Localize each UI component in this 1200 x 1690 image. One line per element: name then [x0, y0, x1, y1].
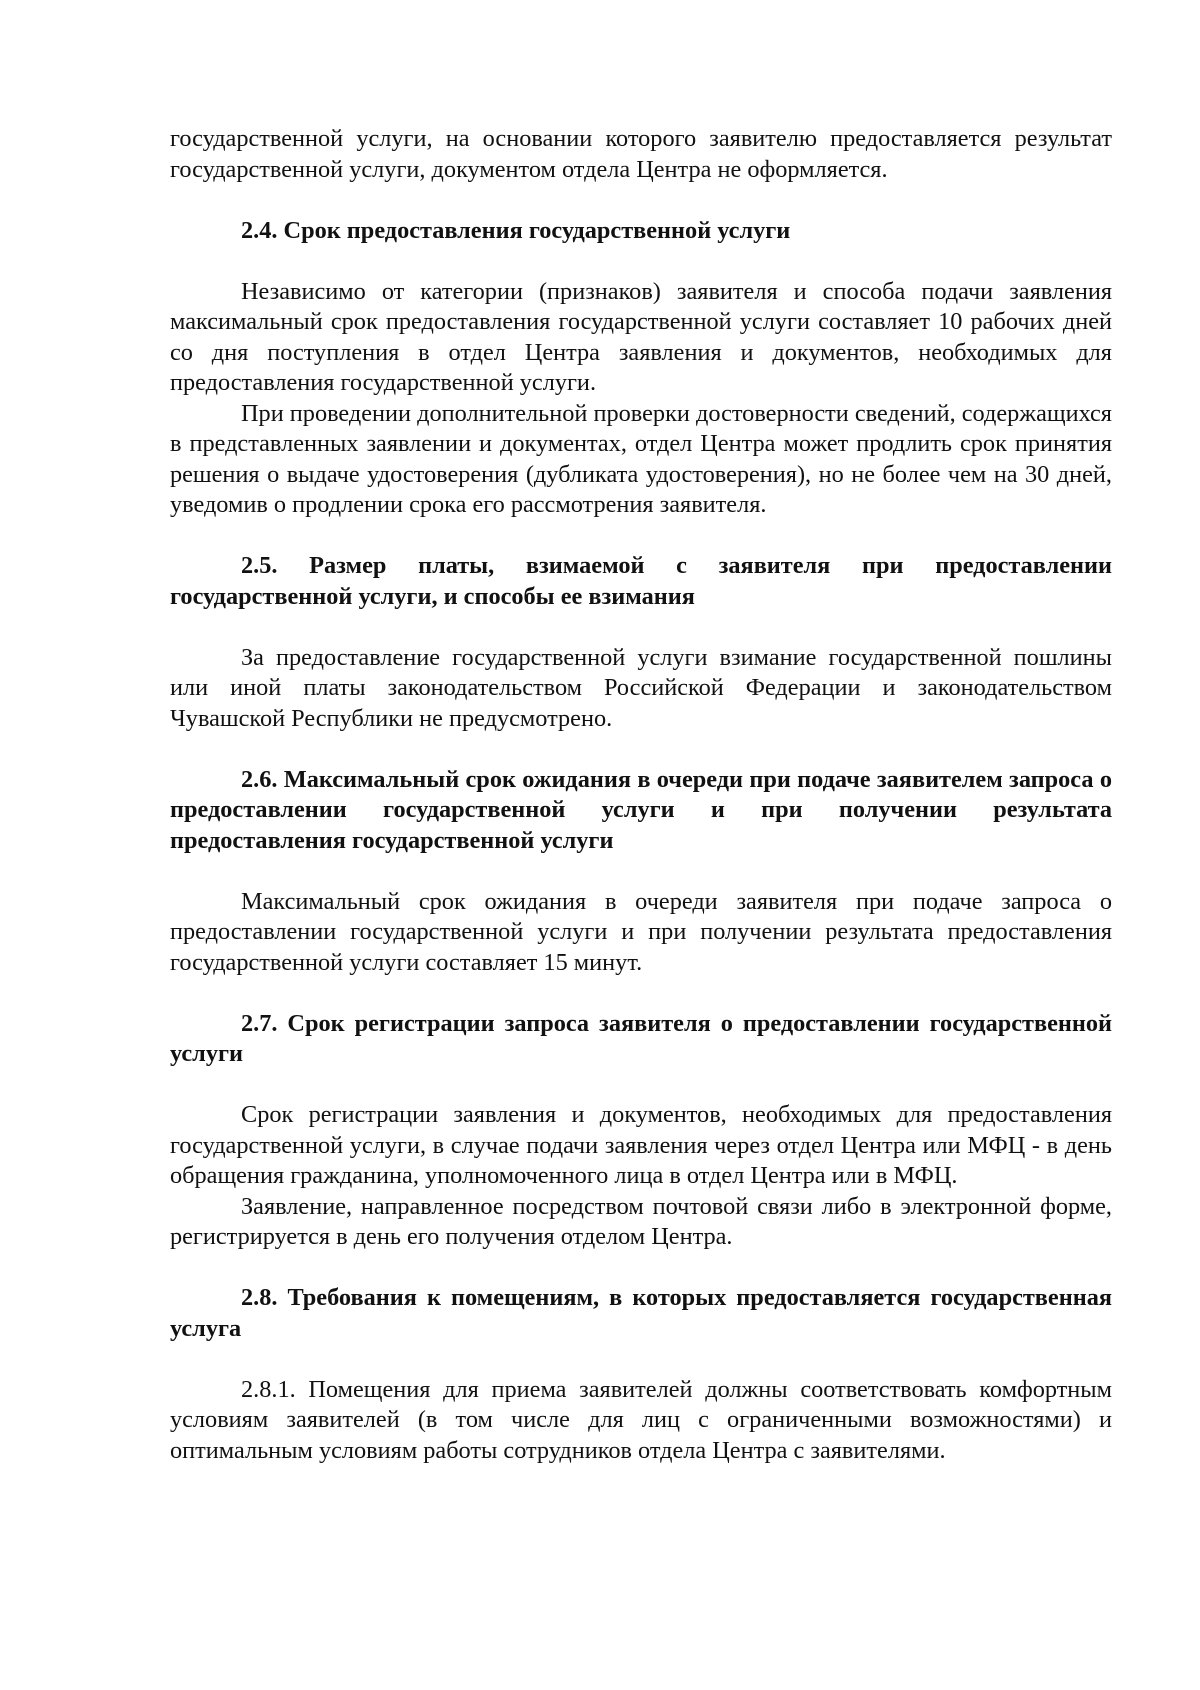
- paragraph-2-7-b: Заявление, направленное посредством почтовой связи либо в электронной форме, регистрируется в день его получения отделом Центра.: [170, 1192, 1112, 1250]
- paragraph-2-6: Максимальный срок ожидания в очереди заявителя при подаче запроса о предоставлении государственной услуги и при получении результата предоставления государственной услуги составляет 15 минут.: [170, 887, 1112, 976]
- paragraph-2-5: За предоставление государственной услуги взимание государственной пошлины или иной платы законодательством Российской Федерации и законодательством Чувашской Республики не предусмотрено.: [170, 643, 1112, 732]
- heading-2-6: 2.6. Максимальный срок ожидания в очереди при подаче заявителем запроса о предоставлении государственной услуги и при получении результата предоставления государственной услуги: [170, 765, 1112, 854]
- paragraph-2-7-a: Срок регистрации заявления и документов, необходимых для предоставления государственной услуги, в случае подачи заявления через отдел Центра или МФЦ - в день обращения гражданина, уполномоченного лица в отдел Центра или в МФЦ.: [170, 1101, 1112, 1189]
- heading-2-8: 2.8. Требования к помещениям, в которых предоставляется государственная услуга: [170, 1284, 1112, 1342]
- heading-2-7: 2.7. Срок регистрации запроса заявителя о предоставлении государственной услуги: [170, 1009, 1112, 1067]
- document-page: [170, 124, 1112, 1466]
- paragraph-2-8-1: 2.8.1. Помещения для приема заявителей должны соответствовать комфортным условиям заявителей (в том числе для лиц с ограниченными возможностями) и оптимальным условиям работы сотрудников отдела Центра с заявителями.: [170, 1375, 1112, 1464]
- heading-2-5: 2.5. Размер платы, взимаемой с заявителя при предоставлении государственной услуги, и способы ее взимания: [170, 552, 1112, 610]
- paragraph-intro: государственной услуги, на основании которого заявителю предоставляется результат государственной услуги, документом отдела Центра не оформляется.: [170, 125, 1112, 183]
- paragraph-2-4-a: Независимо от категории (признаков) заявителя и способа подачи заявления максимальный срок предоставления государственной услуги составляет 10 рабочих дней со дня поступления в отдел Центра заявления и документов, необходимых для предоставления государственной услуги.: [170, 277, 1112, 396]
- heading-2-4: 2.4. Срок предоставления государственной услуги: [241, 216, 791, 244]
- paragraph-2-4-b: При проведении дополнительной проверки достоверности сведений, содержащихся в представленных заявлении и документах, отдел Центра может продлить срок принятия решения о выдаче удостоверения (дубликата удостоверения), но не более чем на 30 дней, уведомив о продлении срока его рассмотрения заявителя.: [170, 399, 1112, 518]
